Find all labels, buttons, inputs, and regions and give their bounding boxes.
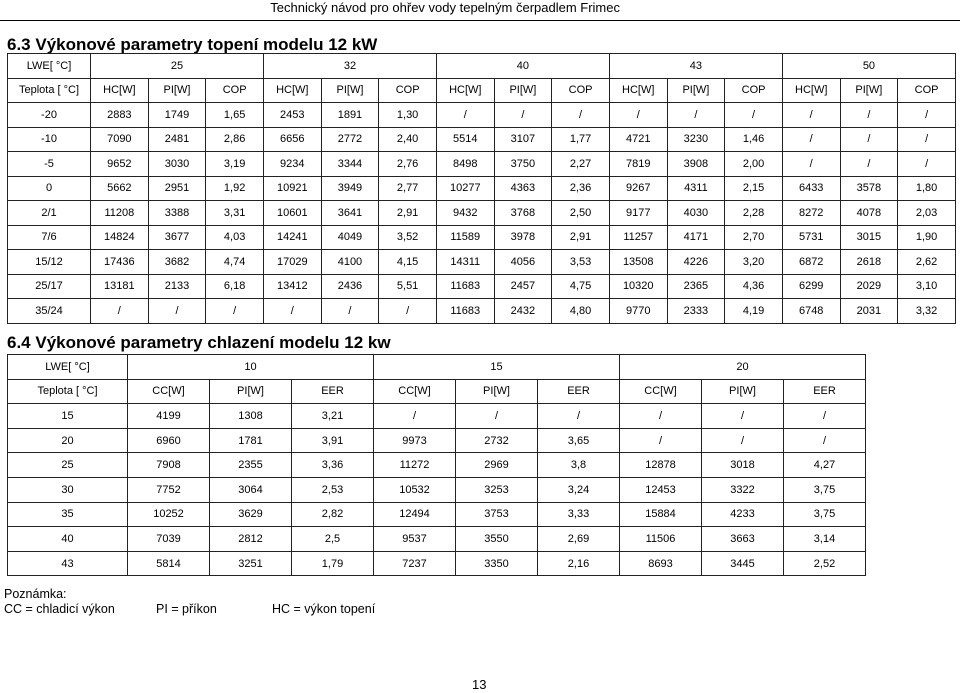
table-cell: 3677 <box>148 225 206 250</box>
table-cell: 6872 <box>782 250 840 275</box>
table-cell: 10532 <box>374 477 456 502</box>
column-header: EER <box>784 379 866 404</box>
table-row <box>8 477 866 502</box>
table-cell: 2,62 <box>898 250 956 275</box>
table-cell: 2,70 <box>725 225 783 250</box>
table-cell: 13508 <box>609 250 667 275</box>
column-header: HC[W] <box>263 78 321 103</box>
table-cell: 1,80 <box>898 176 956 201</box>
table-cell: / <box>321 299 379 324</box>
column-header: EER <box>292 379 374 404</box>
table-cell: 9973 <box>374 428 456 453</box>
table-cell: / <box>379 299 437 324</box>
document-header: Technický návod pro ohřev vody tepelným čerpadlem Frimec <box>270 0 620 15</box>
page-number: 13 <box>472 677 487 692</box>
table-cell: 3629 <box>210 502 292 527</box>
note-hc: HC = výkon topení <box>272 602 376 616</box>
table-cell: 4100 <box>321 250 379 275</box>
table-cell: 3753 <box>456 502 538 527</box>
table-cell: 10601 <box>263 201 321 226</box>
column-header: HC[W] <box>436 78 494 103</box>
table-cell: 2,86 <box>206 127 264 152</box>
table-cell: 4199 <box>128 404 210 429</box>
table-cell: 3251 <box>210 551 292 576</box>
table-cell: 2,40 <box>379 127 437 152</box>
table-cell: / <box>148 299 206 324</box>
row-temperature: 25 <box>8 453 128 478</box>
table-cell: 9537 <box>374 527 456 552</box>
table-cell: 2969 <box>456 453 538 478</box>
table-cell: 6433 <box>782 176 840 201</box>
table-row <box>8 527 866 552</box>
table-cell: / <box>782 103 840 128</box>
table-cell: / <box>898 127 956 152</box>
table-cell: 1749 <box>148 103 206 128</box>
table-cell: 7237 <box>374 551 456 576</box>
table-cell: 7039 <box>128 527 210 552</box>
table-cell: 2,82 <box>292 502 374 527</box>
table-cell: 4,15 <box>379 250 437 275</box>
table-cell: 4226 <box>667 250 725 275</box>
table-cell: 1,79 <box>292 551 374 576</box>
table-cell: 14241 <box>263 225 321 250</box>
column-header: EER <box>538 379 620 404</box>
row-temperature: 30 <box>8 477 128 502</box>
column-header: PI[W] <box>148 78 206 103</box>
table-cell: 3030 <box>148 152 206 177</box>
table-cell: 2,15 <box>725 176 783 201</box>
table-cell: 3578 <box>840 176 898 201</box>
lwe-value: 10 <box>128 355 374 380</box>
table-cell: 3,75 <box>784 502 866 527</box>
column-header: PI[W] <box>702 379 784 404</box>
table-cell: 2,76 <box>379 152 437 177</box>
column-header: COP <box>552 78 610 103</box>
table-cell: / <box>784 404 866 429</box>
table-cell: 2436 <box>321 274 379 299</box>
table-cell: 4030 <box>667 201 725 226</box>
column-header: HC[W] <box>91 78 149 103</box>
table-row <box>8 103 956 128</box>
table-cell: 6299 <box>782 274 840 299</box>
table-row <box>8 250 956 275</box>
row-temperature: 7/6 <box>8 225 91 250</box>
table-cell: 11683 <box>436 299 494 324</box>
table-cell: 3,14 <box>784 527 866 552</box>
table-cell: 3,91 <box>292 428 374 453</box>
table-cell: 3322 <box>702 477 784 502</box>
table-cell: 4311 <box>667 176 725 201</box>
table-cell: 2,69 <box>538 527 620 552</box>
row-temperature: 35 <box>8 502 128 527</box>
table-cell: / <box>898 152 956 177</box>
table-cell: 11506 <box>620 527 702 552</box>
table-row <box>8 551 866 576</box>
lwe-value: 50 <box>782 54 955 79</box>
note-pi: PI = příkon <box>156 602 217 616</box>
table-cell: 3908 <box>667 152 725 177</box>
temperature-label: Teplota [ °C] <box>8 379 128 404</box>
table-cell: 2355 <box>210 453 292 478</box>
table-cell: 5731 <box>782 225 840 250</box>
table-cell: / <box>552 103 610 128</box>
lwe-value: 40 <box>436 54 609 79</box>
table-cell: 12453 <box>620 477 702 502</box>
column-header: COP <box>206 78 264 103</box>
table-cell: / <box>898 103 956 128</box>
table-cell: 3550 <box>456 527 538 552</box>
column-header: CC[W] <box>374 379 456 404</box>
table-cell: 3682 <box>148 250 206 275</box>
table-cell: 4233 <box>702 502 784 527</box>
column-header-row <box>8 78 956 103</box>
column-header: PI[W] <box>210 379 292 404</box>
table-cell: 4,80 <box>552 299 610 324</box>
table-row <box>8 152 956 177</box>
table-cell: 1308 <box>210 404 292 429</box>
table-cell: 2732 <box>456 428 538 453</box>
table-row <box>8 176 956 201</box>
column-header: PI[W] <box>840 78 898 103</box>
table-cell: 7752 <box>128 477 210 502</box>
table-cell: 2,52 <box>784 551 866 576</box>
column-header: COP <box>725 78 783 103</box>
table-cell: 4049 <box>321 225 379 250</box>
table-cell: 8498 <box>436 152 494 177</box>
table-cell: 14824 <box>91 225 149 250</box>
lwe-value: 32 <box>263 54 436 79</box>
table-cell: / <box>702 404 784 429</box>
table-cell: 9652 <box>91 152 149 177</box>
table-cell: 2481 <box>148 127 206 152</box>
table-cell: / <box>538 404 620 429</box>
table-cell: / <box>609 103 667 128</box>
table-cell: 2133 <box>148 274 206 299</box>
row-temperature: 15 <box>8 404 128 429</box>
table-cell: 3,20 <box>725 250 783 275</box>
table-cell: 3388 <box>148 201 206 226</box>
table-cell: 2812 <box>210 527 292 552</box>
table-cell: / <box>840 152 898 177</box>
heating-performance-table <box>7 53 956 324</box>
table-cell: 3107 <box>494 127 552 152</box>
lwe-value: 43 <box>609 54 782 79</box>
row-temperature: 20 <box>8 428 128 453</box>
table-cell: / <box>436 103 494 128</box>
table-cell: 3641 <box>321 201 379 226</box>
table-cell: 4078 <box>840 201 898 226</box>
table-cell: 2365 <box>667 274 725 299</box>
row-temperature: 0 <box>8 176 91 201</box>
table-cell: 3230 <box>667 127 725 152</box>
table-cell: / <box>91 299 149 324</box>
table-cell: 11208 <box>91 201 149 226</box>
row-temperature: 43 <box>8 551 128 576</box>
row-temperature: 40 <box>8 527 128 552</box>
table-cell: 8693 <box>620 551 702 576</box>
table-cell: / <box>725 103 783 128</box>
column-header: HC[W] <box>782 78 840 103</box>
row-temperature: 2/1 <box>8 201 91 226</box>
table-cell: / <box>620 428 702 453</box>
table-cell: 10252 <box>128 502 210 527</box>
table-cell: 4,19 <box>725 299 783 324</box>
table-cell: 2,28 <box>725 201 783 226</box>
row-temperature: -5 <box>8 152 91 177</box>
table-cell: 2031 <box>840 299 898 324</box>
column-header: PI[W] <box>494 78 552 103</box>
table-row <box>8 502 866 527</box>
table-cell: 11257 <box>609 225 667 250</box>
row-temperature: 35/24 <box>8 299 91 324</box>
table-row <box>8 453 866 478</box>
table-cell: / <box>667 103 725 128</box>
table-cell: / <box>263 299 321 324</box>
table-cell: 9177 <box>609 201 667 226</box>
table-cell: 13412 <box>263 274 321 299</box>
column-header: COP <box>379 78 437 103</box>
table-row <box>8 274 956 299</box>
table-cell: / <box>494 103 552 128</box>
table-cell: 11272 <box>374 453 456 478</box>
table-cell: 3,31 <box>206 201 264 226</box>
table-cell: 3445 <box>702 551 784 576</box>
table-cell: 12494 <box>374 502 456 527</box>
table-cell: 3,19 <box>206 152 264 177</box>
column-header: PI[W] <box>321 78 379 103</box>
notes-title: Poznámka: <box>4 587 67 601</box>
lwe-label: LWE[ °C] <box>8 355 128 380</box>
table-cell: 4056 <box>494 250 552 275</box>
table-cell: 4,36 <box>725 274 783 299</box>
table-cell: 13181 <box>91 274 149 299</box>
table-cell: 11683 <box>436 274 494 299</box>
table-cell: 3750 <box>494 152 552 177</box>
notes-section <box>4 587 375 617</box>
table-cell: 4171 <box>667 225 725 250</box>
temperature-label: Teplota [ °C] <box>8 78 91 103</box>
row-temperature: 25/17 <box>8 274 91 299</box>
table-cell: 3015 <box>840 225 898 250</box>
table-cell: 2,50 <box>552 201 610 226</box>
table-cell: 2029 <box>840 274 898 299</box>
table-cell: 1,90 <box>898 225 956 250</box>
table-cell: 4363 <box>494 176 552 201</box>
lwe-header-row <box>8 355 866 380</box>
table-cell: / <box>840 103 898 128</box>
table-cell: 5514 <box>436 127 494 152</box>
table-cell: 3,65 <box>538 428 620 453</box>
table-cell: 2951 <box>148 176 206 201</box>
table-cell: 3768 <box>494 201 552 226</box>
table-cell: 3978 <box>494 225 552 250</box>
table-cell: 3,8 <box>538 453 620 478</box>
note-cc: CC = chladicí výkon <box>4 602 115 616</box>
table-cell: 9432 <box>436 201 494 226</box>
table-cell: / <box>456 404 538 429</box>
lwe-header-row <box>8 54 956 79</box>
table-cell: 3,75 <box>784 477 866 502</box>
lwe-value: 20 <box>620 355 866 380</box>
table-cell: 6656 <box>263 127 321 152</box>
table-cell: 3949 <box>321 176 379 201</box>
table-cell: 3018 <box>702 453 784 478</box>
table-cell: / <box>374 404 456 429</box>
table-cell: 17436 <box>91 250 149 275</box>
table-cell: / <box>782 152 840 177</box>
table-cell: 3663 <box>702 527 784 552</box>
table-cell: 12878 <box>620 453 702 478</box>
cooling-performance-table <box>7 354 866 576</box>
table-cell: 7090 <box>91 127 149 152</box>
table-cell: 3,32 <box>898 299 956 324</box>
table-cell: 4,27 <box>784 453 866 478</box>
table-row <box>8 428 866 453</box>
table-cell: 2,27 <box>552 152 610 177</box>
table-cell: 4721 <box>609 127 667 152</box>
table-cell: 2,91 <box>379 201 437 226</box>
lwe-value: 25 <box>91 54 264 79</box>
table-row <box>8 127 956 152</box>
table-cell: 6748 <box>782 299 840 324</box>
table-row <box>8 299 956 324</box>
table-row <box>8 201 956 226</box>
table-cell: 17029 <box>263 250 321 275</box>
table-cell: 7908 <box>128 453 210 478</box>
table-cell: 11589 <box>436 225 494 250</box>
table-cell: 10921 <box>263 176 321 201</box>
table-cell: 2,00 <box>725 152 783 177</box>
table-cell: 4,03 <box>206 225 264 250</box>
table-cell: 1,46 <box>725 127 783 152</box>
table-cell: / <box>840 127 898 152</box>
table-cell: 4,75 <box>552 274 610 299</box>
table-cell: 1891 <box>321 103 379 128</box>
table-cell: 3350 <box>456 551 538 576</box>
column-header: HC[W] <box>609 78 667 103</box>
table-cell: 2,36 <box>552 176 610 201</box>
table-cell: 5662 <box>91 176 149 201</box>
heating-section-title: 6.3 Výkonové parametry topení modelu 12 kW <box>7 35 378 54</box>
table-cell: 3,52 <box>379 225 437 250</box>
table-cell: 2,16 <box>538 551 620 576</box>
table-cell: / <box>620 404 702 429</box>
table-cell: 9267 <box>609 176 667 201</box>
table-cell: 14311 <box>436 250 494 275</box>
column-header: PI[W] <box>667 78 725 103</box>
table-cell: 10277 <box>436 176 494 201</box>
table-cell: 2,77 <box>379 176 437 201</box>
lwe-label: LWE[ °C] <box>8 54 91 79</box>
table-cell: 2453 <box>263 103 321 128</box>
table-cell: 6,18 <box>206 274 264 299</box>
table-cell: 3064 <box>210 477 292 502</box>
table-cell: 2457 <box>494 274 552 299</box>
column-header: CC[W] <box>620 379 702 404</box>
table-cell: 3,33 <box>538 502 620 527</box>
header-divider <box>0 20 960 21</box>
table-cell: 3253 <box>456 477 538 502</box>
table-cell: 1,92 <box>206 176 264 201</box>
table-cell: 3,36 <box>292 453 374 478</box>
table-cell: 2,03 <box>898 201 956 226</box>
table-cell: / <box>782 127 840 152</box>
table-row <box>8 404 866 429</box>
table-cell: 1,77 <box>552 127 610 152</box>
table-cell: 2618 <box>840 250 898 275</box>
table-cell: 2,91 <box>552 225 610 250</box>
table-cell: 9234 <box>263 152 321 177</box>
row-temperature: -20 <box>8 103 91 128</box>
table-cell: 9770 <box>609 299 667 324</box>
table-cell: 1,65 <box>206 103 264 128</box>
table-cell: 2432 <box>494 299 552 324</box>
table-cell: 3,24 <box>538 477 620 502</box>
table-cell: 2772 <box>321 127 379 152</box>
table-cell: 2883 <box>91 103 149 128</box>
column-header: CC[W] <box>128 379 210 404</box>
table-cell: 2,5 <box>292 527 374 552</box>
table-cell: 3344 <box>321 152 379 177</box>
table-cell: 6960 <box>128 428 210 453</box>
table-cell: 10320 <box>609 274 667 299</box>
table-cell: 5814 <box>128 551 210 576</box>
table-row <box>8 225 956 250</box>
table-cell: 4,74 <box>206 250 264 275</box>
column-header: PI[W] <box>456 379 538 404</box>
column-header: COP <box>898 78 956 103</box>
column-header-row <box>8 379 866 404</box>
table-cell: 3,53 <box>552 250 610 275</box>
table-cell: / <box>784 428 866 453</box>
table-cell: 1781 <box>210 428 292 453</box>
row-temperature: -10 <box>8 127 91 152</box>
lwe-value: 15 <box>374 355 620 380</box>
table-cell: 8272 <box>782 201 840 226</box>
table-cell: 15884 <box>620 502 702 527</box>
table-cell: 2333 <box>667 299 725 324</box>
row-temperature: 15/12 <box>8 250 91 275</box>
table-cell: 3,10 <box>898 274 956 299</box>
table-cell: 7819 <box>609 152 667 177</box>
cooling-section-title: 6.4 Výkonové parametry chlazení modelu 12 kw <box>7 333 391 352</box>
table-cell: / <box>206 299 264 324</box>
table-cell: 2,53 <box>292 477 374 502</box>
table-cell: / <box>702 428 784 453</box>
table-cell: 3,21 <box>292 404 374 429</box>
table-cell: 1,30 <box>379 103 437 128</box>
table-cell: 5,51 <box>379 274 437 299</box>
